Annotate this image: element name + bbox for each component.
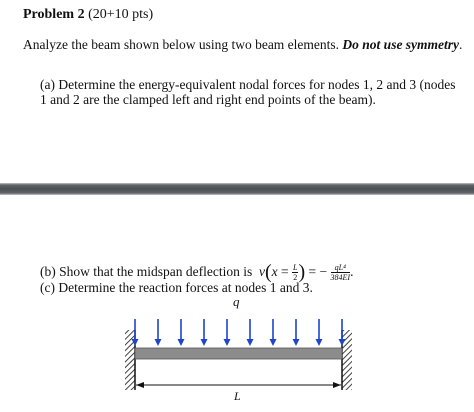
part-b-text: (b) Show that the midspan deflection is bbox=[40, 264, 253, 279]
problem-points: (20+10 pts) bbox=[84, 7, 154, 22]
eq-rhs-fraction: $\frac{\text{qL⁴}}{384EI}$ bbox=[330, 263, 351, 283]
eq-equals: = bbox=[281, 264, 289, 279]
load-arrow bbox=[270, 319, 277, 346]
load-arrow bbox=[178, 319, 185, 346]
eq-v: v bbox=[258, 264, 265, 279]
load-arrow bbox=[247, 319, 254, 346]
midspan-deflection-equation: v(x = $\frac{L}{2}$ ) = − $\frac{\text{qL⁴}}{384EI}$ . bbox=[258, 261, 354, 283]
eq-rhs-prefix: = − bbox=[308, 264, 328, 279]
intro-emphasis: Do not use symmetry bbox=[342, 37, 460, 52]
part-c-text: (c) Determine the reaction forces at nodes 1 and 3. bbox=[40, 280, 313, 295]
distributed-load bbox=[132, 319, 346, 346]
dimension-arrowhead-right bbox=[333, 382, 341, 388]
load-arrow bbox=[224, 319, 231, 346]
intro-text: Analyze the beam shown below using two beam elements. bbox=[23, 37, 340, 52]
problem-number: Problem 2 bbox=[23, 7, 85, 22]
load-arrow bbox=[155, 319, 162, 346]
load-label: q bbox=[233, 294, 240, 309]
eq-half-fraction: $\frac{L}{2}$ bbox=[293, 263, 298, 283]
dimension-arrowhead-left bbox=[136, 382, 144, 388]
beam bbox=[135, 348, 342, 359]
problem-intro: Analyze the beam shown below using two beam elements. Do not use symmetry. bbox=[23, 37, 463, 52]
eq-x: x bbox=[271, 264, 278, 279]
length-label: L bbox=[234, 389, 241, 403]
load-arrow bbox=[201, 319, 208, 346]
part-a-text: (a) Determine the energy-equivalent nodal forces for nodes 1, 2 and 3 (nodes 1 and 2 are the clamped left and right end points of the beam). bbox=[40, 77, 456, 107]
load-arrow bbox=[293, 319, 300, 346]
load-arrow bbox=[316, 319, 323, 346]
